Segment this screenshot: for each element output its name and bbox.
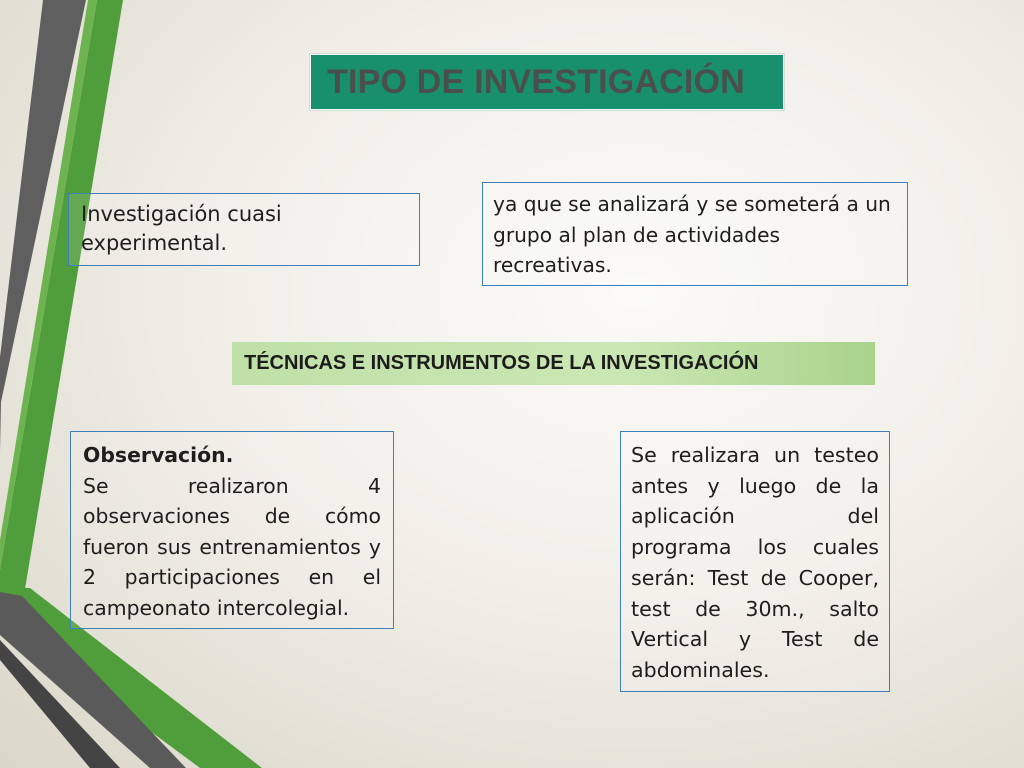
title-box <box>310 54 784 110</box>
research-type-box <box>68 193 420 266</box>
research-reason-text: ya que se analizará y se someterá a un grupo al plan de actividades recreativas. <box>493 192 891 277</box>
research-reason-box <box>482 182 908 286</box>
slide-title: TIPO DE INVESTIGACIÓN <box>327 62 745 101</box>
section-heading-box <box>232 342 875 385</box>
section-heading: TÉCNICAS E INSTRUMENTOS DE LA INVESTIGACIÓN <box>244 352 759 374</box>
tests-text: Se realizara un testeo antes y luego de la aplicación del programa los cuales serán: Test de Cooper, test de 30m., salto Vertical y Test de abdominales. <box>631 443 879 682</box>
tests-box <box>620 431 890 692</box>
observation-heading: Observación. <box>83 443 234 467</box>
observation-box <box>70 431 394 629</box>
research-type-text: Investigación cuasi experimental. <box>81 202 282 255</box>
observation-text: Se realizaron 4 observaciones de cómo fueron sus entrenamientos y 2 participaciones en el campeonato intercolegial. <box>83 473 381 620</box>
